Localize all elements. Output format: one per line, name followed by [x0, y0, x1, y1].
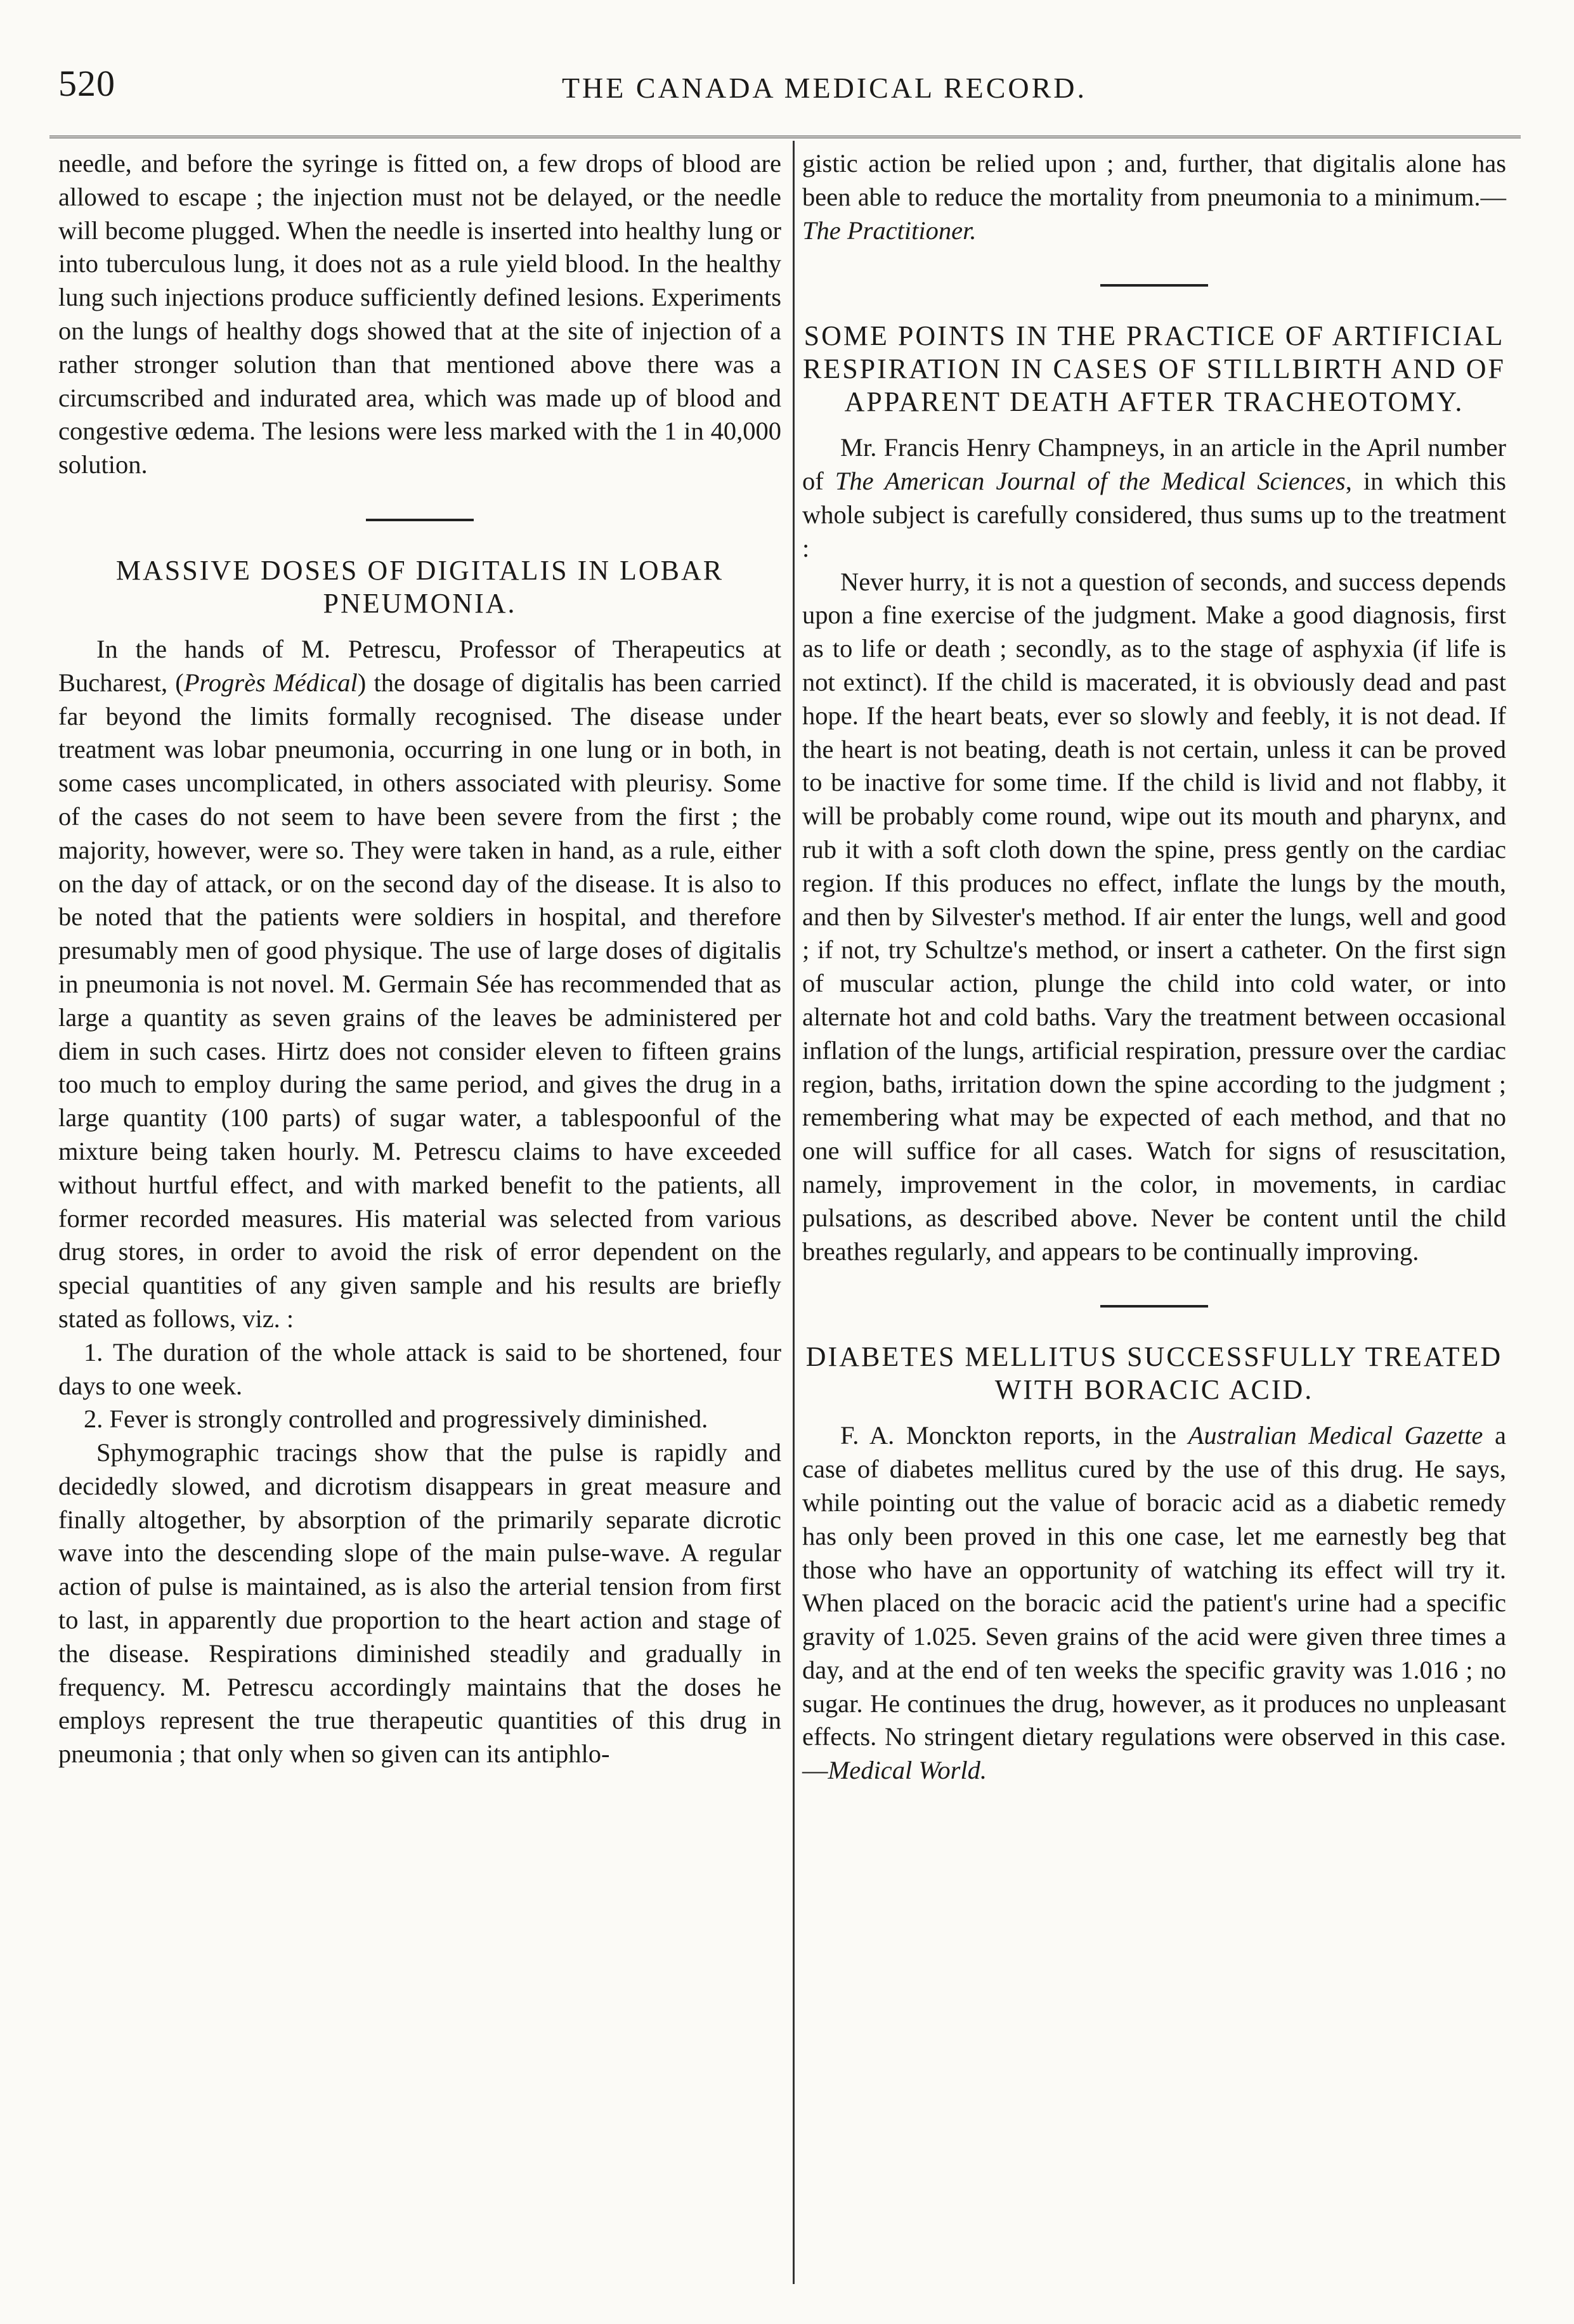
numbered-item-2: 2. Fever is strongly controlled and progressively diminished.: [84, 1405, 708, 1434]
article-title-artificial-respiration: SOME POINTS IN THE PRACTICE OF ARTIFICIAL RESPIRATION IN CASES OF STILLBIRTH AND OF APPARENT DEATH AFTER TRACHEOTOMY.: [802, 320, 1506, 418]
continued-paragraph: needle, and before the syringe is fitted on, a few drops of blood are allowed to escape ; the injection must not be delayed, or the needle will become plugged. When the needle is inserted into healthy lung or into tuberculous lung, it does not as a rule yield blood. In the healthy lung such injections produce sufficiently defined lesions. Experiments on the lungs of healthy dogs showed that at the site of injection of a rather stronger solution than that mentioned above there was a circumscribed and indurated area, which was made up of blood and congestive œdema. The lesions were less marked with the 1 in 40,000 solution.: [58, 149, 781, 479]
section-divider: [366, 519, 474, 521]
source-citation: The American Journal of the Medical Sciences: [835, 467, 1346, 496]
section-divider: [1100, 284, 1208, 287]
text-run: , in which this whole subject is carefully considered, thus sums up to the treatment :: [802, 467, 1506, 562]
source-citation: Australian Medical Gazette: [1188, 1421, 1483, 1450]
page-number: 520: [58, 63, 115, 104]
section-divider: [1100, 1305, 1208, 1308]
right-column: [802, 147, 1506, 1788]
text-run: a case of diabetes mellitus cured by the use of this drug. He says, while pointing out the value of boracic acid as a diabetic remedy has only been proved in this one case, let me earnestly beg that those who have an opportunity of watching its effect will try it. When placed on the boracic acid the patient's urine had a specific gravity of 1.025. Seven grains of the acid were given three times a day, and at the end of ten weeks the specific gravity was 1.016 ; no sugar. He continues the drug, however, as it produces no unpleasant effects. No stringent dietary regulations were observed in this case.—: [802, 1421, 1506, 1785]
article-paragraph: [58, 633, 781, 1336]
article-title-digitalis: MASSIVE DOSES OF DIGITALIS IN LOBAR PNEUMONIA.: [115, 554, 724, 619]
continued-paragraph: [802, 147, 1506, 247]
article-paragraph: [802, 431, 1506, 565]
source-citation: Medical World.: [828, 1756, 987, 1785]
text-run: F. A. Monckton reports, in the: [840, 1421, 1188, 1450]
text-run: ) the dosage of digitalis has been carried far beyond the limits formally recognised. The disease under treatment was lobar pneumonia, occurring in one lung or in both, in some cases uncomplicated, in others associated with pleurisy. Some of the cases do not seem to have been severe from the first ; the majority, however, were so. They were taken in hand, as a rule, either on the day of attack, or on the second day of the disease. It is also to be noted that the patients were soldiers in hospital, and therefore presumably men of good physique. The use of large doses of digitalis in pneumonia is not novel. M. Germain Sée has recommended that as large a quantity as seven grains of the leaves be administered per diem in such cases. Hirtz does not consider eleven to fifteen grains too much to employ during the same period, and gives the drug in a large quantity (100 parts) of sugar water, a tablespoonful of the mixture being taken hourly. M. Petrescu claims to have exceeded without hurtful effect, and with marked benefit to the patients, all former recorded measures. His material was selected from various drug stores, in order to avoid the risk of error dependent on the special quantities of any given sample and his results are briefly stated as follows, viz. :: [58, 668, 781, 1333]
running-head: THE CANADA MEDICAL RECORD.: [561, 72, 1088, 104]
column-divider: [793, 141, 795, 2284]
article-paragraph: Never hurry, it is not a question of seconds, and success depends upon a fine exercise of the judgment. Make a good diagnosis, first as to life or death ; secondly, as to the stage of asphyxia (if life is not extinct). If the child is macerated, it is obviously dead and past hope. If the heart beats, ever so slowly and feebly, it is not dead. If the heart is not beating, death is not certain, unless it can be proved to be inactive for some time. If the child is livid and not flabby, it will be probably come round, wipe out its mouth and pharynx, and rub it with a soft cloth down the spine, press gently on the cardiac region. If this produces no effect, inflate the lungs by the mouth, and then by Silvester's method. If air enter the lungs, well and good ; if not, try Schultze's method, or insert a catheter. On the first sign of muscular action, plunge the child into cold water, or into alternate hot and cold baths. Vary the treatment between occasional inflation of the lungs, artificial respiration, pressure over the cardiac region, baths, irritation down the spine according to the judgment ; remembering what may be expected of each method, and that no one will suffice for all cases. Watch for signs of resuscitation, namely, improvement in the color, in movements, in cardiac pulsations, as described above. Never be content until the child breathes regularly, and appears to be continually improving.: [802, 567, 1506, 1266]
source-citation: The Practitioner.: [802, 216, 977, 245]
left-column: [58, 147, 781, 1771]
text-run: Mr. Francis Henry Champneys, in an article in the April number of: [802, 433, 1506, 496]
text-run: In the hands of M. Petrescu, Professor of Therapeutics at Bucharest, (: [58, 634, 781, 697]
article-paragraph: [802, 1419, 1506, 1788]
header-rule: [49, 136, 1521, 138]
numbered-item-1: 1. The duration of the whole attack is said to be shortened, four days to one week.: [58, 1337, 781, 1400]
article-paragraph: Sphymographic tracings show that the pulse is rapidly and decidedly slowed, and dicrotism disappears in great measure and finally altogether, by absorption of the primarily separate dicrotic wave into the descending slope of the main pulse-wave. A regular action of pulse is maintained, as is also the arterial tension from first to last, in apparently due proportion to the heart action and stage of the disease. Respirations diminished steadily and gradually in frequency. M. Petrescu accordingly maintains that the doses he employs represent the true therapeutic quantities of this drug in pneumonia ; that only when so given can its antiphlo-: [58, 1438, 781, 1769]
text-run: gistic action be relied upon ; and, further, that digitalis alone has been able to reduce the mortality from pneumonia to a minimum.—: [802, 149, 1506, 211]
source-citation: Progrès Médical: [183, 668, 358, 697]
article-title-diabetes: DIABETES MELLITUS SUCCESSFULLY TREATED WITH BORACIC ACID.: [805, 1341, 1503, 1406]
